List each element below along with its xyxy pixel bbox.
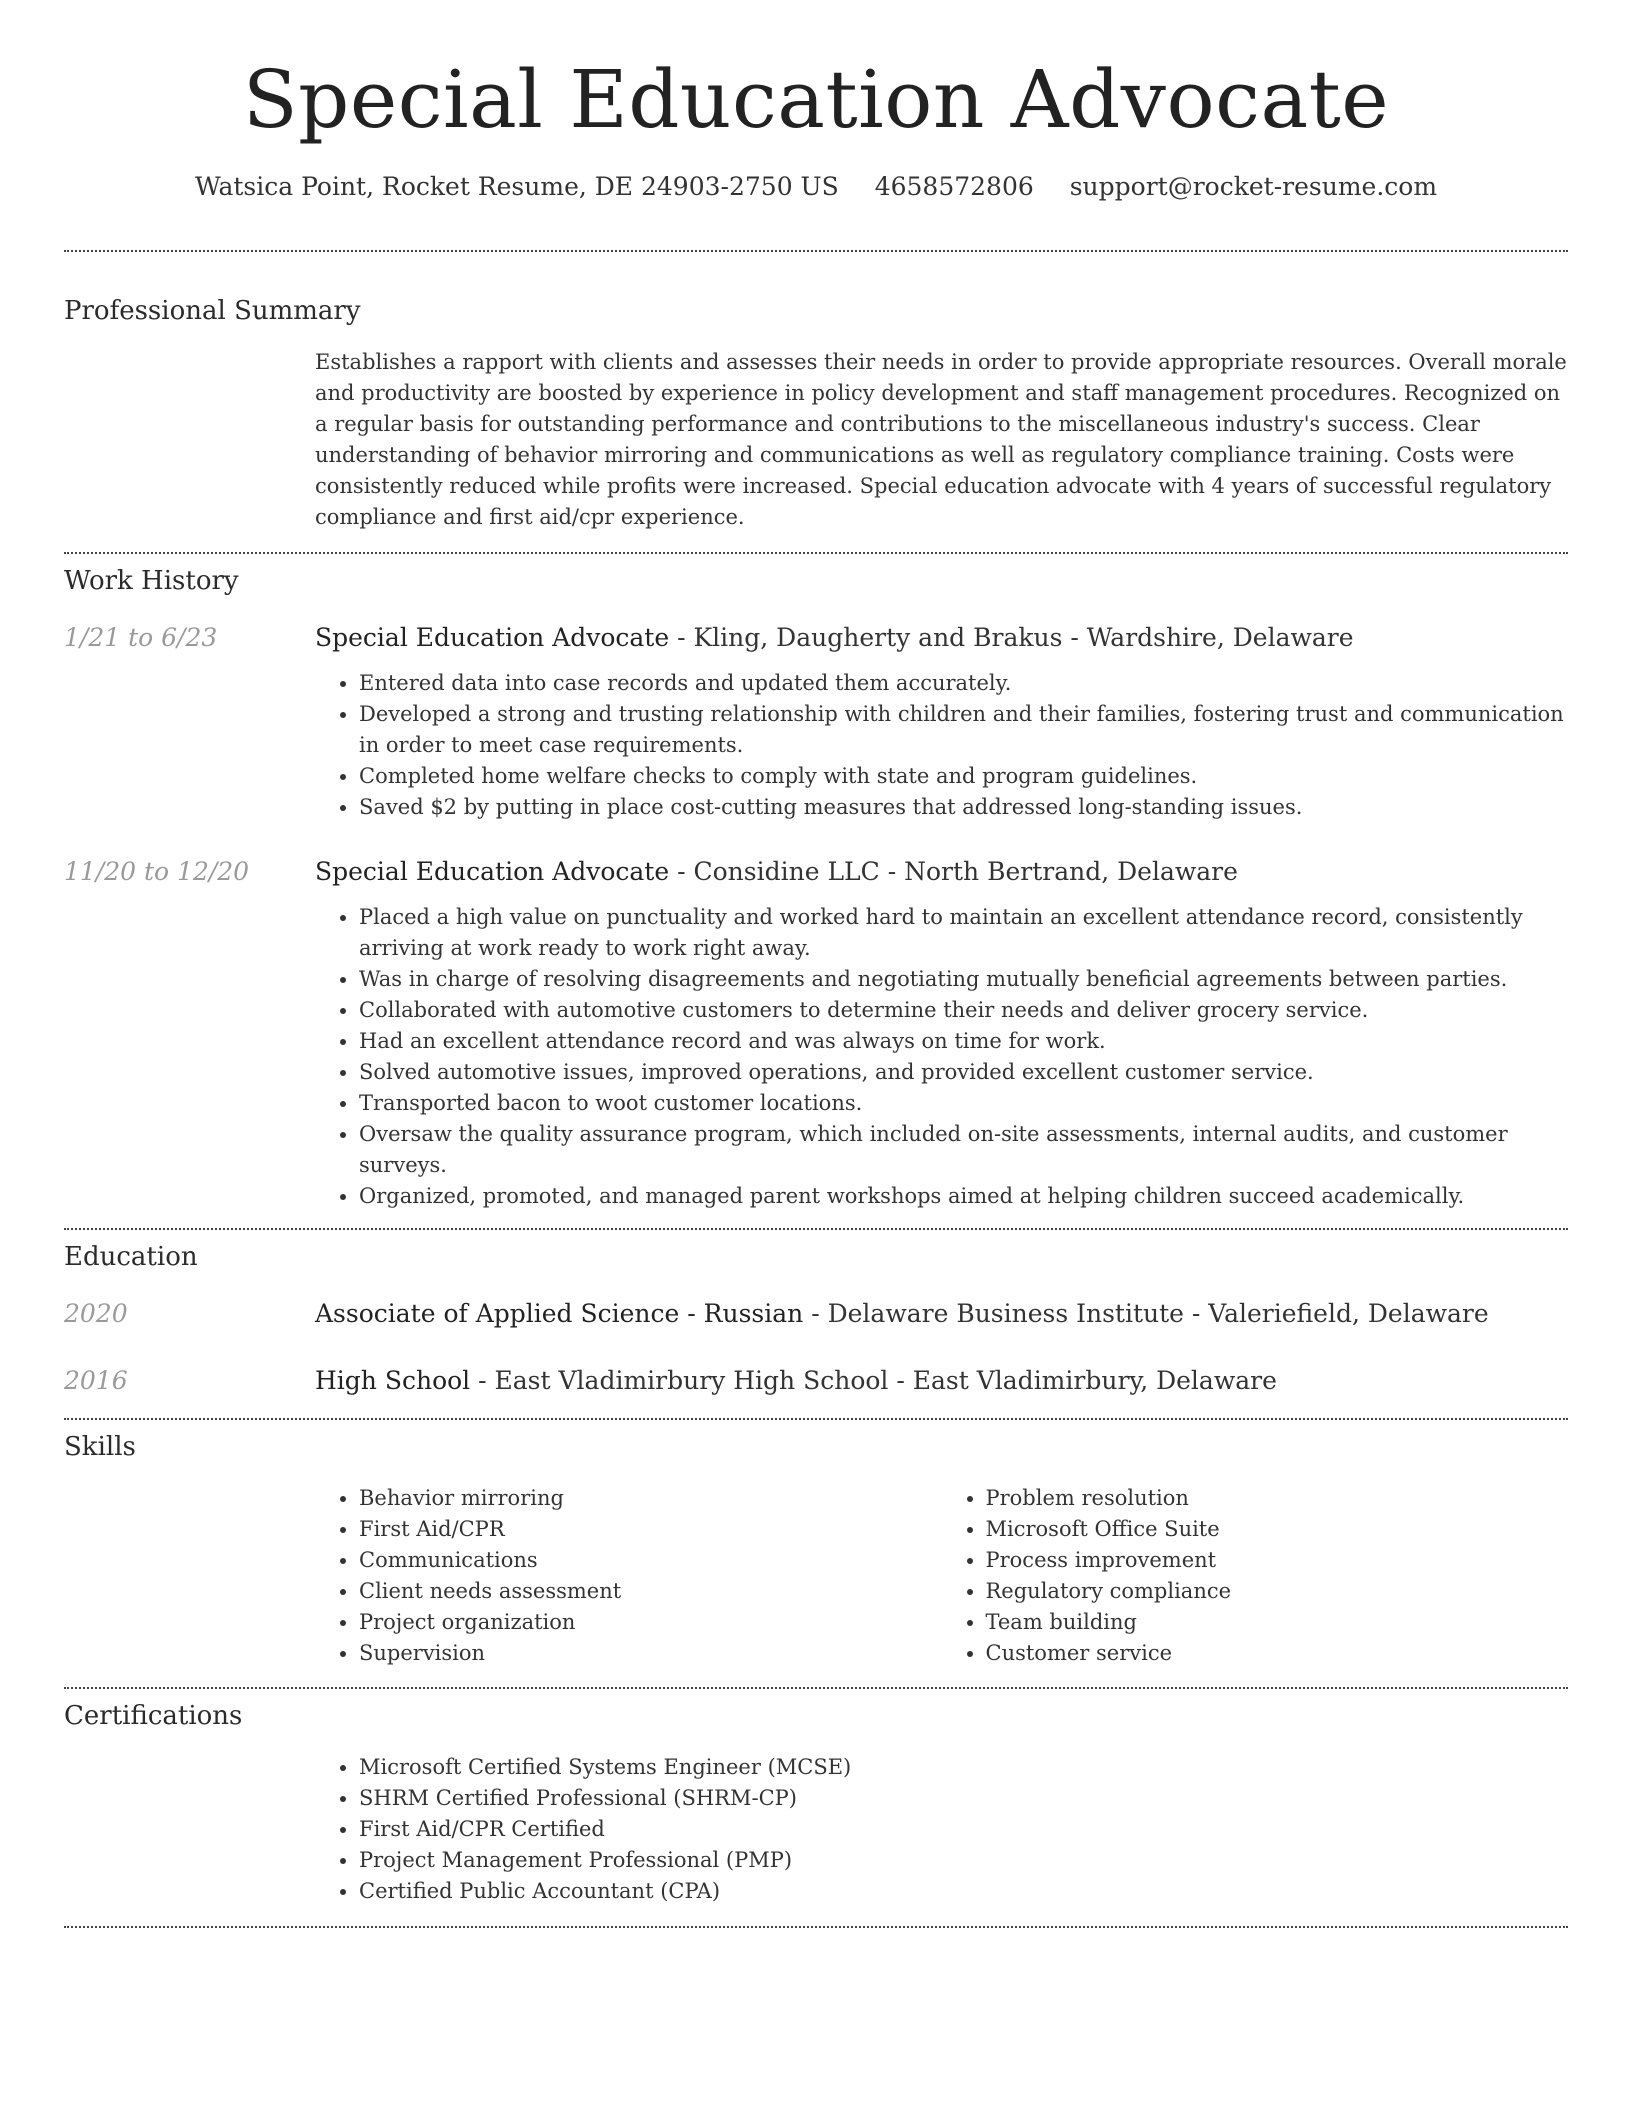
certification-item: • SHRM Certified Professional (SHRM-CP) [359, 1783, 1568, 1814]
education-year: 2020 [64, 1299, 128, 1328]
education-entry [64, 1364, 1568, 1398]
skill-item: • Problem resolution [986, 1483, 1569, 1514]
job-heading [315, 621, 1354, 655]
job-role: Special Education Advocate [315, 857, 670, 886]
job-dates: 11/20 to 12/20 [64, 857, 250, 886]
job-bullets [315, 668, 1568, 823]
contact-line [64, 170, 1568, 204]
skills-column-left [315, 1483, 942, 1669]
skill-item: • Supervision [359, 1638, 942, 1669]
job-bullets [315, 902, 1568, 1212]
resume-page [64, 0, 1568, 1928]
list-item: • Organized, promoted, and managed parent workshops aimed at helping children succeed academically. [359, 1181, 1568, 1212]
skill-item: • Microsoft Office Suite [986, 1514, 1569, 1545]
skill-item: • Team building [986, 1607, 1569, 1638]
list-item: • Developed a strong and trusting relationship with children and their families, fostering trust and communication in order to meet case requirements. [359, 699, 1568, 761]
address: Watsica Point, Rocket Resume, DE 24903-2750 US [194, 172, 839, 201]
phone: 4658572806 [874, 172, 1034, 201]
list-item: • Was in charge of resolving disagreements and negotiating mutually beneficial agreements between parties. [359, 964, 1568, 995]
skills-list [315, 1483, 1568, 1669]
job-entry [64, 855, 1568, 889]
skill-item: • Regulatory compliance [986, 1576, 1569, 1607]
divider [64, 1228, 1568, 1230]
list-item: • Oversaw the quality assurance program, which included on-site assessments, internal audits, and customer surveys. [359, 1119, 1568, 1181]
certification-item: • Microsoft Certified Systems Engineer (MCSE) [359, 1752, 1568, 1783]
skill-item: • Customer service [986, 1638, 1569, 1669]
skills-column-right [942, 1483, 1569, 1669]
education-details: - East Vladimirbury High School - East Vladimirbury, Delaware [470, 1366, 1277, 1395]
certifications-list [315, 1752, 1568, 1907]
list-item: • Completed home welfare checks to comply with state and program guidelines. [359, 761, 1568, 792]
divider [64, 1418, 1568, 1420]
skill-item: • Project organization [359, 1607, 942, 1638]
job-role: Special Education Advocate [315, 623, 670, 652]
list-item: • Collaborated with automotive customers to determine their needs and deliver grocery service. [359, 995, 1568, 1026]
skill-item: • Communications [359, 1545, 942, 1576]
skills-title: Skills [64, 1432, 136, 1462]
education-year: 2016 [64, 1366, 128, 1395]
education-heading [315, 1297, 1489, 1331]
certification-item: • Project Management Professional (PMP) [359, 1845, 1568, 1876]
list-item: • Transported bacon to woot customer locations. [359, 1088, 1568, 1119]
work-history-title: Work History [64, 566, 239, 596]
certification-item: • First Aid/CPR Certified [359, 1814, 1568, 1845]
skill-item: • Behavior mirroring [359, 1483, 942, 1514]
job-entry [64, 621, 1568, 655]
list-item: • Solved automotive issues, improved operations, and provided excellent customer service. [359, 1057, 1568, 1088]
divider [64, 1926, 1568, 1928]
education-title: Education [64, 1242, 198, 1272]
education-degree: High School [315, 1366, 471, 1395]
summary-title: Professional Summary [64, 296, 361, 326]
certifications-title: Certifications [64, 1701, 243, 1731]
certification-item: • Certified Public Accountant (CPA) [359, 1876, 1568, 1907]
job-details: - Considine LLC - North Bertrand, Delaware [669, 857, 1238, 886]
divider [64, 1687, 1568, 1689]
education-entry [64, 1297, 1568, 1331]
divider [64, 250, 1568, 252]
email: support@rocket-resume.com [1069, 172, 1438, 201]
summary-text: Establishes a rapport with clients and assesses their needs in order to provide appropriate resources. Overall morale and productivity are boosted by experience in policy development and staff management procedures. Recognized on a regular basis for outstanding performance and contributions to the miscellaneous industry's success. Clear understanding of behavior mirroring and communications as well as regulatory compliance training. Costs were consistently reduced while profits were increased. Special education advocate with 4 years of successful regulatory compliance and first aid/cpr experience. [315, 350, 1567, 529]
skill-item: • First Aid/CPR [359, 1514, 942, 1545]
list-item: • Saved $2 by putting in place cost-cutting measures that addressed long-standing issues. [359, 792, 1568, 823]
skill-item: • Client needs assessment [359, 1576, 942, 1607]
education-degree: Associate of Applied Science - Russian [315, 1299, 804, 1328]
job-heading [315, 855, 1238, 889]
education-details: - Delaware Business Institute - Valeriefield, Delaware [803, 1299, 1489, 1328]
job-details: - Kling, Daugherty and Brakus - Wardshire, Delaware [669, 623, 1354, 652]
education-heading [315, 1364, 1277, 1398]
list-item: • Entered data into case records and updated them accurately. [359, 668, 1568, 699]
skill-item: • Process improvement [986, 1545, 1569, 1576]
job-dates: 1/21 to 6/23 [64, 623, 218, 652]
list-item: • Had an excellent attendance record and was always on time for work. [359, 1026, 1568, 1057]
divider [64, 552, 1568, 554]
candidate-name: Special Education Advocate [242, 53, 1390, 146]
list-item: • Placed a high value on punctuality and worked hard to maintain an excellent attendance record, consistently arriving at work ready to work right away. [359, 902, 1568, 964]
